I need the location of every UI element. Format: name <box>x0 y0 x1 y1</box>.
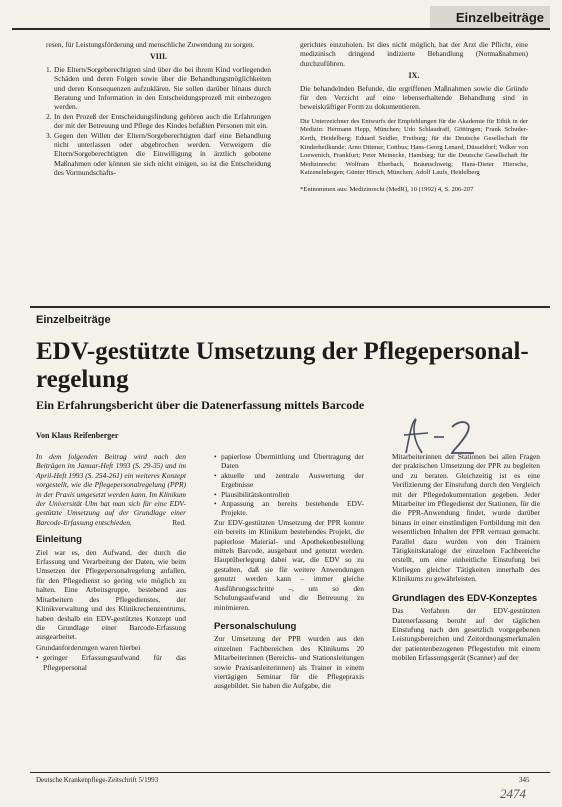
edv-text: Zur EDV-gestützten Umsetzung der PPR konnte ein bereits im Klinikum bestehendes Projekt, die papierlose Material- und Apothekenbestellung mittels Barcode, ausgebaut und genutzt werden. Hauptüberlegung dabei war, die EDV so zu gestalten, daß sie für weitere Anwendungen genutzt werden kann – immer gleiche Ausführungsschritte –, um so den Schulungsaufwand und die Betreuung zu minimieren. <box>214 517 364 612</box>
list-item: 1. Die Eltern/Sorgeberechtigten sind über die bei ihrem Kind vorliegenden Schäden und deren Folgen sowie über die Behandlungsmöglichkeiten und deren Konsequenzen aufzuklären. Sie sollen darüber hinaus durch Beratung und Information in den Entscheidungsprozeß mit einbezogen werden. <box>46 64 271 112</box>
article-column-2 <box>214 452 364 692</box>
header-rule <box>12 28 550 30</box>
list-item: • Anpassung an bereits bestehende EDV-Projekte. <box>214 499 364 518</box>
einleitung-text-2: Grundanforderungen waren hierbei <box>36 642 141 652</box>
section-header-label: Einzelbeiträge <box>455 9 544 25</box>
journal-footer: Deutsche Krankenpflege-Zeitschrift 5/1993 <box>36 776 159 784</box>
list-item: • aktuelle und zentrale Auswertung der Ergebnisse <box>214 470 364 490</box>
article-author: Von Klaus Reifenberger <box>36 431 119 440</box>
article-subtitle: Ein Erfahrungsbericht über die Datenerfassung mittels Barcode <box>36 398 365 412</box>
list-item: • papierlose Übermittlung und Übertragung der Daten <box>214 452 364 471</box>
column-3-text: Mitarbeiterinnen der Stationen bei allen Fragen der praktischen Umsetzung der PPR zu begleiten und zu beraten. Gleichzeitig ist es eine Verifizierung der Einstufung durch den Vergleich mit der Pflegedokumentation gegeben. Jeder Mitarbeiter im Pflegedienst der Stationen, für die die PPR-Anwendung findet, wurde darüber hinaus in einer einstündigen Fortbildung mit den wesentlichen Inhalten der PPR vertraut gemacht. Parallel dazu wurden von den Trainern Tätigkeitskataloge der einzelnen Fachbereiche erstellt, um eine einheitliche Einstufung bei Vorliegen gleicher Tätigkeiten innerhalb des Klinikums zu gewährleisten. <box>392 452 540 584</box>
heading-einleitung: Einleitung <box>36 534 82 546</box>
source-footnote: *Entnommen aus: Medizinrecht (MedR), 10 (1992) 4, S. 206-207 <box>300 186 474 193</box>
article-column-3 <box>392 452 540 664</box>
personalschulung-text: Zur Umsetzung der PPR wurden aus den einzelnen Fachbereichen des Klinikums 20 Mitarbeiterinnen (Bereichs- und Stationsleitungen sowie Praxisanleiterinnen) als Trainer in einem viertägigen Seminar für die Pflegepraxis ausgebildet. Sie haben die Aufgabe, die <box>214 634 364 691</box>
roman-heading-ix: IX. <box>408 71 420 81</box>
top-left-intro: resen, für Leistungsförderung und menschliche Zuwendung zu sorgen. <box>46 40 255 49</box>
article-column-1 <box>36 452 186 672</box>
roman-heading-viii: VIII. <box>149 52 168 62</box>
list-item: 2. In den Prozeß der Entscheidungsfindung gehören auch die Erfahrungen der mit der Betreuung und Pflege des Kindes befaßten Personen mit ein. <box>46 111 271 131</box>
signatories-note: Die Unterzeichner des Entwurfs der Empfehlungen für die Akademie für Ethik in der Medizin: Hermann Hepp, München; Udo Schlaudraff, Göttingen; Frank Schuder-Kerth, Heidelberg; Eduard Seidler, Freiburg; für die Deutsche Gesellschaft für Kinderheilkunde: Arno Dittmer, Cottbus; Hans-Georg Lenard, Düsseldorf; Volker von Loewenich, Frankfurt; Peter Meinecke, Hamburg; für die Deutsche Gesellschaft für Medizinrecht: Wolfram Eberbach, Braunschweig; Hans-Dieter Hiersche, Katzenelnbogen; Günter Hirsch, München; Adolf Laufs, Heidelberg <box>300 117 528 177</box>
section-header <box>430 6 550 28</box>
list-item: • geringer Erfassungsaufwand für das Pflegepersonal <box>36 653 186 672</box>
footer-rule <box>30 772 550 773</box>
list-item: • Plausibilitätskontrollen <box>214 489 290 499</box>
grundlagen-text: Das Verfahren der EDV-gestützten Datenerfassung beruht auf der täglichen Einstufung nach den gesetzlich vorgegebenen Leistungsbereichen und Zeitordnungsmerkmalen der patientenbezogenen Pflegestufen mit einem mobilen Erfassungsgerät (Scanner) auf der <box>392 606 540 663</box>
page-number: 345 <box>519 776 530 784</box>
article-lead: In dem folgenden Beitrag wird nach den Beiträgen im Januar-Heft 1993 (S. 29-35) und im April-Heft 1993 (S. 254-261) ein weiteres Konzept vorgestellt, wie die Pflegepersonalregelung (PPR) in der Praxis umgesetzt werden kann. Im Klinikum der Universität Ulm hat man sich für eine EDV-gestützte Umsetzung auf der Grundlage einer Barcode-Erfassung entschieden. Red. <box>36 452 186 527</box>
einleitung-text: Ziel war es, den Aufwand, der durch die Erfassung und Verarbeitung der Daten, wie beim Umsetzen der Pflegepersonalregelung anfallen, für den Pflegedienst so gering wie möglich zu halten. Eine Arbeitsgruppe, bestehend aus Mitarbeitern des Pflegedienstes, der Klinikverwaltung und des Klinikrechenzentrums, haben deshalb ein EDV-gestütztes Konzept und die Grundlage einer Barcode-Erfassung ausgearbeitet. <box>36 547 186 642</box>
top-right-intro: gerichtes einzuholen. Ist dies nicht möglich, hat der Arzt die Pflicht, eine medizinisch dringend indizierte Behandlung (Notmaßnahmen) durchzuführen. <box>300 40 528 68</box>
top-right-text: Die behandelnden Befunde, die ergriffenen Maßnahmen sowie die Gründe für den Verzicht auf eine lebenserhaltende Behandlung sind in beweiskräftiger Form zu dokumentieren. <box>300 83 528 112</box>
article-section-label: Einzelbeiträge <box>36 314 111 326</box>
heading-personalschulung: Personalschulung <box>214 620 297 632</box>
lead-signature: Red. <box>172 517 186 527</box>
top-left-column <box>46 40 271 178</box>
list-item: 3. Gegen den Willen der Eltern/Sorgeberechtigten darf eine Behandlung nicht unterlassen oder abgebrochen werden. Verweigern die Eltern/Sorgeberechtigten die Einwilligung in ärztlich gebotene Maßnahmen oder können sie sich nicht einigen, so ist die Entscheidung des Vormundschafts- <box>46 130 271 178</box>
article-divider <box>30 306 550 308</box>
top-right-column <box>300 40 528 196</box>
heading-grundlagen: Grundlagen des EDV-Konzeptes <box>392 592 538 604</box>
pencil-annotation: 2474 <box>500 786 526 801</box>
article-title: EDV-gestützte Umsetzung der Pflegepersonal-regelung <box>36 338 529 393</box>
